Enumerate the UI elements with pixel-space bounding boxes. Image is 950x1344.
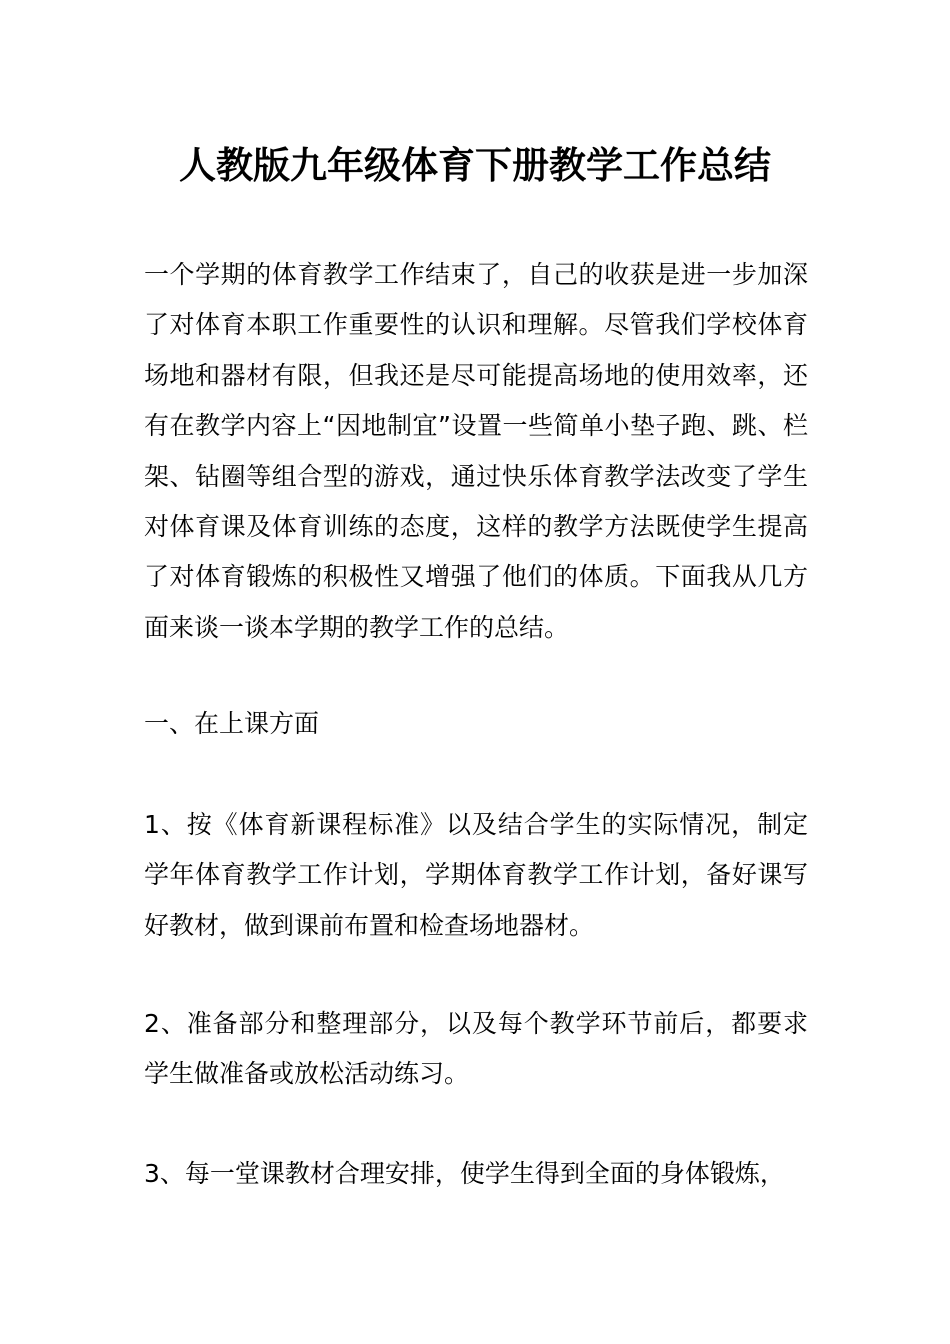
list-item-3: 3、每一堂课教材合理安排，使学生得到全面的身体锻炼， [144,1159,785,1188]
document-title: 人教版九年级体育下册教学工作总结 [179,144,771,187]
list-item-1: 1、按《体育新课程标准》以及结合学生的实际情况，制定学年体育教学工作计划，学期体育教学工作计划，备好课写好教材，做到课前布置和检查场地器材。 [144,810,808,940]
section-heading: 一、在上课方面 [144,709,320,738]
intro-paragraph: 一个学期的体育教学工作结束了，自己的收获是进一步加深了对体育本职工作重要性的认识和理解。尽管我们学校体育场地和器材有限，但我还是尽可能提高场地的使用效率，还有在教学内容上“因地制宜”设置一些简单小垫子跑、跳、栏架、钻圈等组合型的游戏，通过快乐体育教学法改变了学生对体育课及体育训练的态度，这样的教学方法既使学生提高了对体育锻炼的积极性又增强了他们的体质。下面我从几方面来谈一谈本学期的教学工作的总结。 [144,260,808,642]
list-item-2: 2、准备部分和整理部分，以及每个教学环节前后，都要求学生做准备或放松活动练习。 [144,1009,808,1089]
